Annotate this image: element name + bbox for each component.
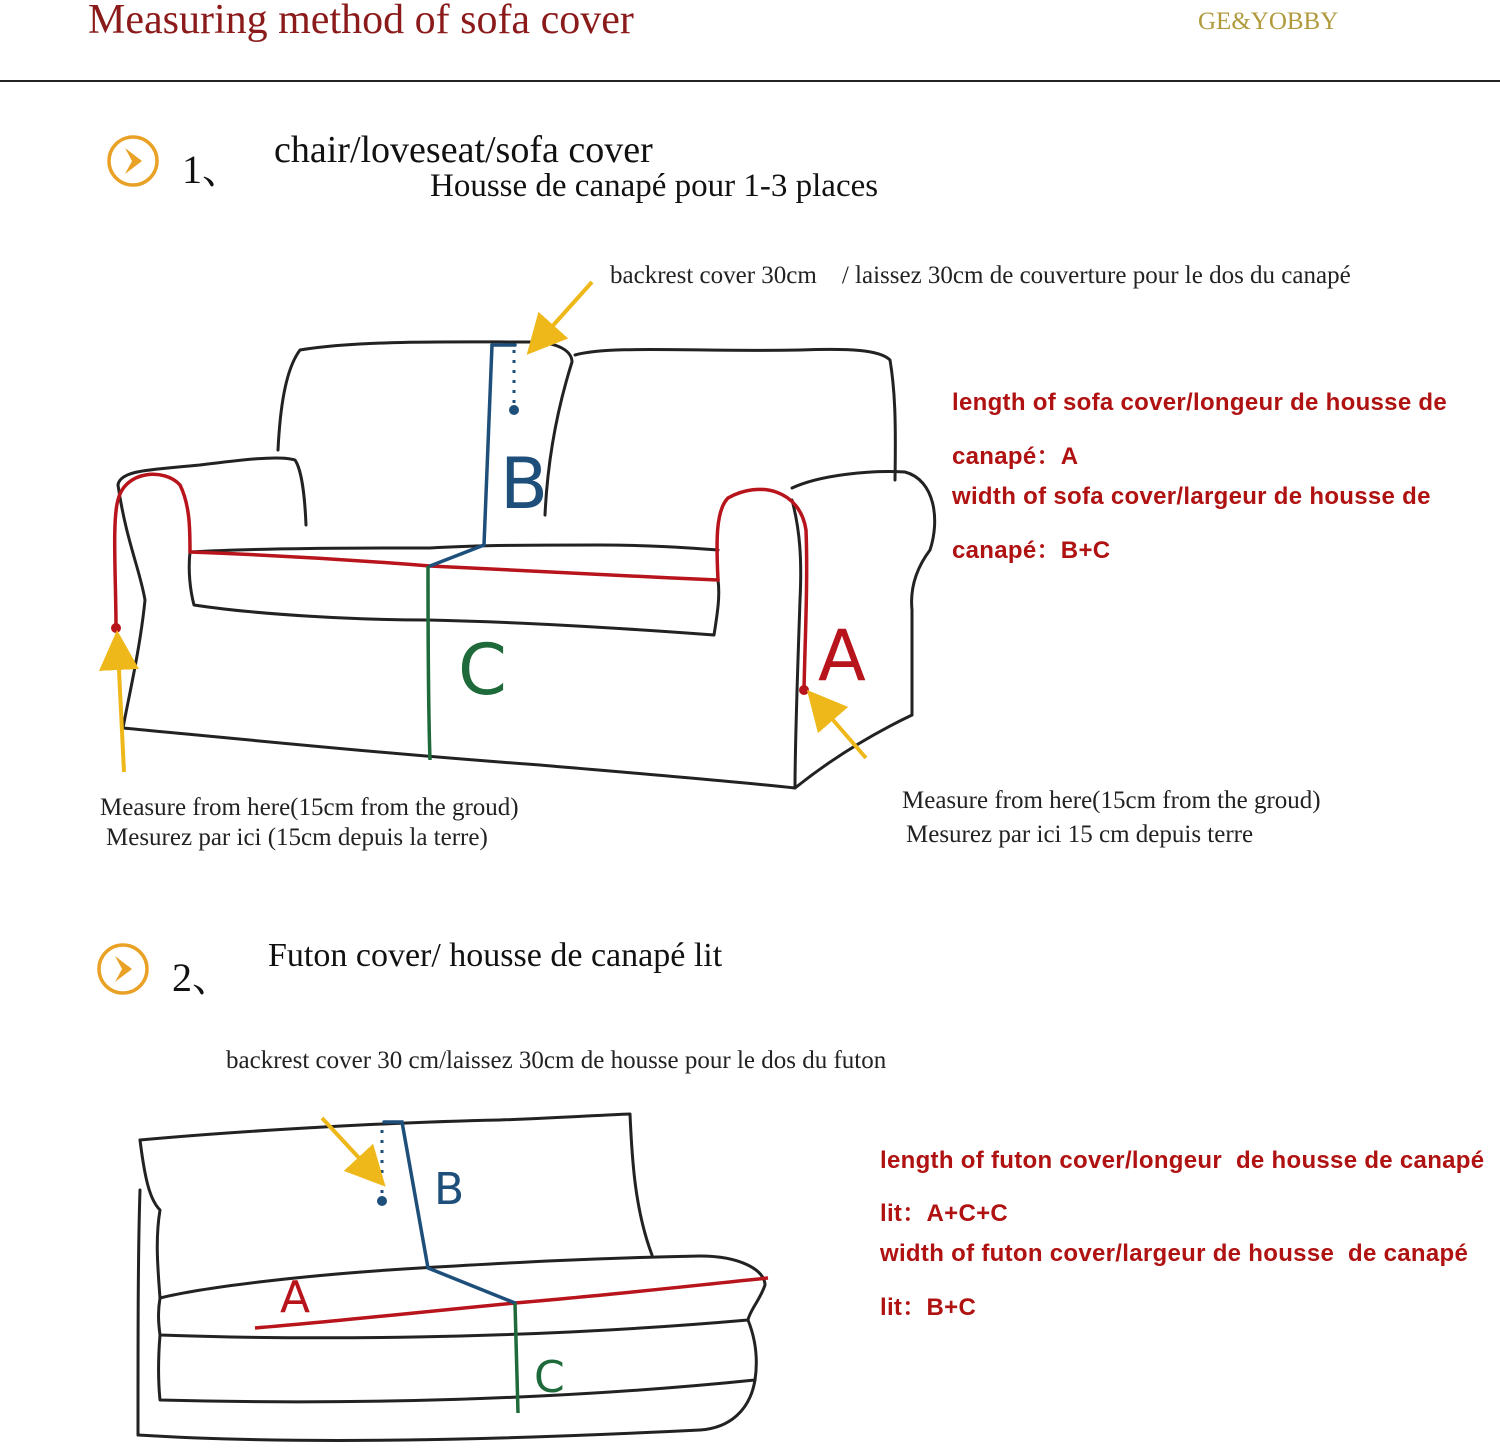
section2-length-line1: length of futon cover/longeur de housse de canapé [880,1147,1485,1174]
section1-length-line1: length of sofa cover/longeur de housse de [952,389,1448,416]
brand-logo-text: GE&YOBBY [1198,8,1339,35]
label-a-2: A [280,1272,311,1323]
section1-title: chair/loveseat/sofa cover [274,129,653,171]
section1-width-line2: canapé：B+C [952,537,1111,564]
measure-dot-left [111,623,121,633]
section2-arrow-icon [96,942,150,996]
futon-measure-line-a [255,1278,768,1328]
section1-length-line2: canapé：A [952,443,1079,470]
section1-left-measure-fr: Mesurez par ici (15cm depuis la terre) [106,824,488,851]
section1-right-measure-en: Measure from here(15cm from the groud) [902,787,1321,814]
section1-subtitle: Housse de canapé pour 1-3 places [430,168,879,204]
futon-backrest-dot [377,1196,387,1206]
section1-arrow-icon [106,134,160,188]
sofa-outline [118,342,935,788]
label-a-1: A [818,615,866,697]
measure-line-b [430,345,515,566]
section2-length-line2: lit：A+C+C [880,1200,1009,1227]
backrest-dot [509,405,519,415]
section2-number: 2、 [172,955,232,1000]
label-c-1: C [458,629,507,711]
futon-pointer-arrow [322,1118,372,1172]
futon-measure-line-b [384,1122,515,1303]
section1-right-measure-fr: Mesurez par ici 15 cm depuis terre [906,821,1254,848]
futon-outline [138,1114,765,1440]
page-title: Measuring method of sofa cover [88,0,634,43]
section2-width-line1: width of futon cover/largeur de housse de canapé [880,1240,1469,1267]
section1-left-measure-en: Measure from here(15cm from the groud) [100,794,519,821]
section1-number: 1、 [182,147,242,192]
measure-line-c [428,566,430,760]
section1-backrest-note: backrest cover 30cm / laissez 30cm de couverture pour le dos du canapé [610,262,1351,289]
section1-width-line1: width of sofa cover/largeur de housse de [952,483,1431,510]
label-c-2: C [534,1352,565,1403]
section2-backrest-note: backrest cover 30 cm/laissez 30cm de housse pour le dos du futon [226,1047,887,1074]
header-divider [0,80,1500,82]
section2-title: Futon cover/ housse de canapé lit [268,937,723,974]
measure-line-a [115,474,807,690]
section2-width-line2: lit：B+C [880,1294,977,1321]
label-b-1: B [500,443,549,525]
measure-dot-right [799,685,809,695]
futon-measure-line-c [515,1303,518,1413]
label-b-2: B [434,1164,465,1215]
pointer-arrows-1 [118,282,866,772]
